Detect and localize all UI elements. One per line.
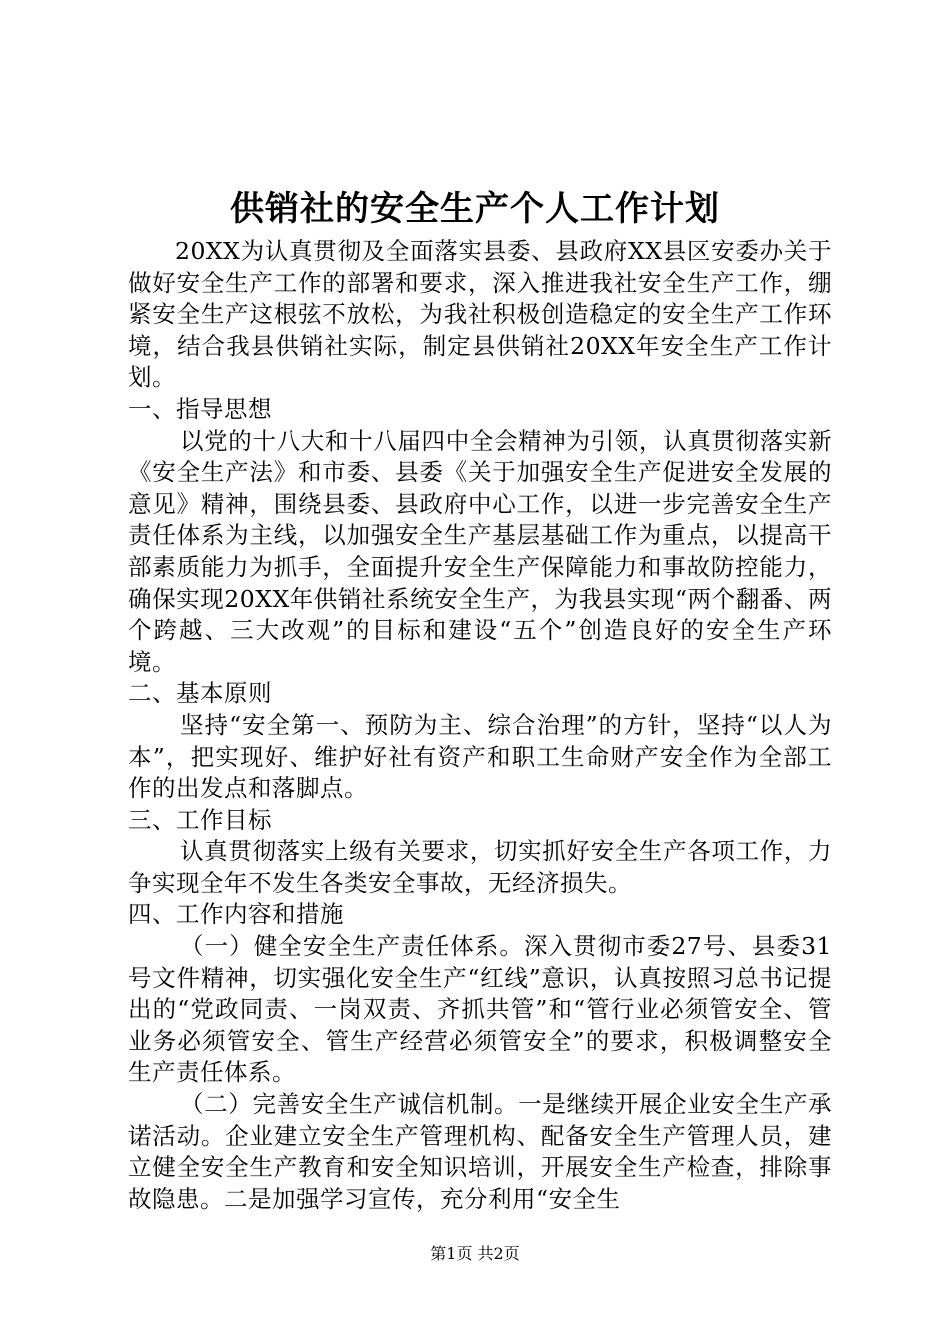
section-heading-basic-principles: 二、基本原则: [128, 679, 272, 708]
section-heading-work-goals: 三、工作目标: [128, 805, 272, 834]
paragraph-integrity-mechanism: （二）完善安全生产诚信机制。一是继续开展企业安全生产承诺活动。企业建立安全生产管理机构、配备安全生产管理人员，建立健全安全生产教育和安全知识培训，开展安全生产检查，排除事故隐患。二是加强学习宣传，充分利用“安全生: [128, 1090, 832, 1213]
document-body: [128, 236, 832, 1215]
section-heading-guiding-thought: 一、指导思想: [128, 394, 272, 423]
paragraph-intro: 20XX为认真贯彻及全面落实县委、县政府XX县区安委办关于做好安全生产工作的部署和要求，深入推进我社安全生产工作，绷紧安全生产这根弦不放松，为我社积极创造稳定的安全生产工作环境，结合我县供销社实际，制定县供销社20XX年安全生产工作计划。: [128, 237, 832, 392]
section-heading-work-content: 四、工作内容和措施: [128, 900, 344, 929]
page-footer: 第1页 共2页: [430, 1244, 520, 1263]
paragraph-work-goals: 认真贯彻落实上级有关要求，切实抓好安全生产各项工作，力争实现全年不发生各类安全事故，无经济损失。: [128, 837, 832, 897]
paragraph-responsibility-system: （一）健全安全生产责任体系。深入贯彻市委27号、县委31号文件精神，切实强化安全生产“红线”意识，认真按照习总书记提出的“党政同责、一岗双责、齐抓共管”和“管行业必须管安全、管业务必须管安全、管生产经营必须管安全”的要求，积极调整安全生产责任体系。: [128, 932, 832, 1087]
paragraph-basic-principles: 坚持“安全第一、预防为主、综合治理”的方针，坚持“以人为本”，把实现好、维护好社有资产和职工生命财产安全作为全部工作的出发点和落脚点。: [128, 710, 832, 803]
document-title: 供销社的安全生产个人工作计划: [230, 189, 720, 229]
paragraph-guiding-thought: 以党的十八大和十八届四中全会精神为引领，认真贯彻落实新《安全生产法》和市委、县委《关于加强安全生产促进安全发展的意见》精神，围绕县委、县政府中心工作，以进一步完善安全生产责任体系为主线，以加强安全生产基层基础工作为重点，以提高干部素质能力为抓手，全面提升安全生产保障能力和事故防控能力，确保实现20XX年供销社系统安全生产，为我县实现“两个翻番、两个跨越、三大改观”的目标和建设“五个”创造良好的安全生产环境。: [128, 426, 832, 676]
